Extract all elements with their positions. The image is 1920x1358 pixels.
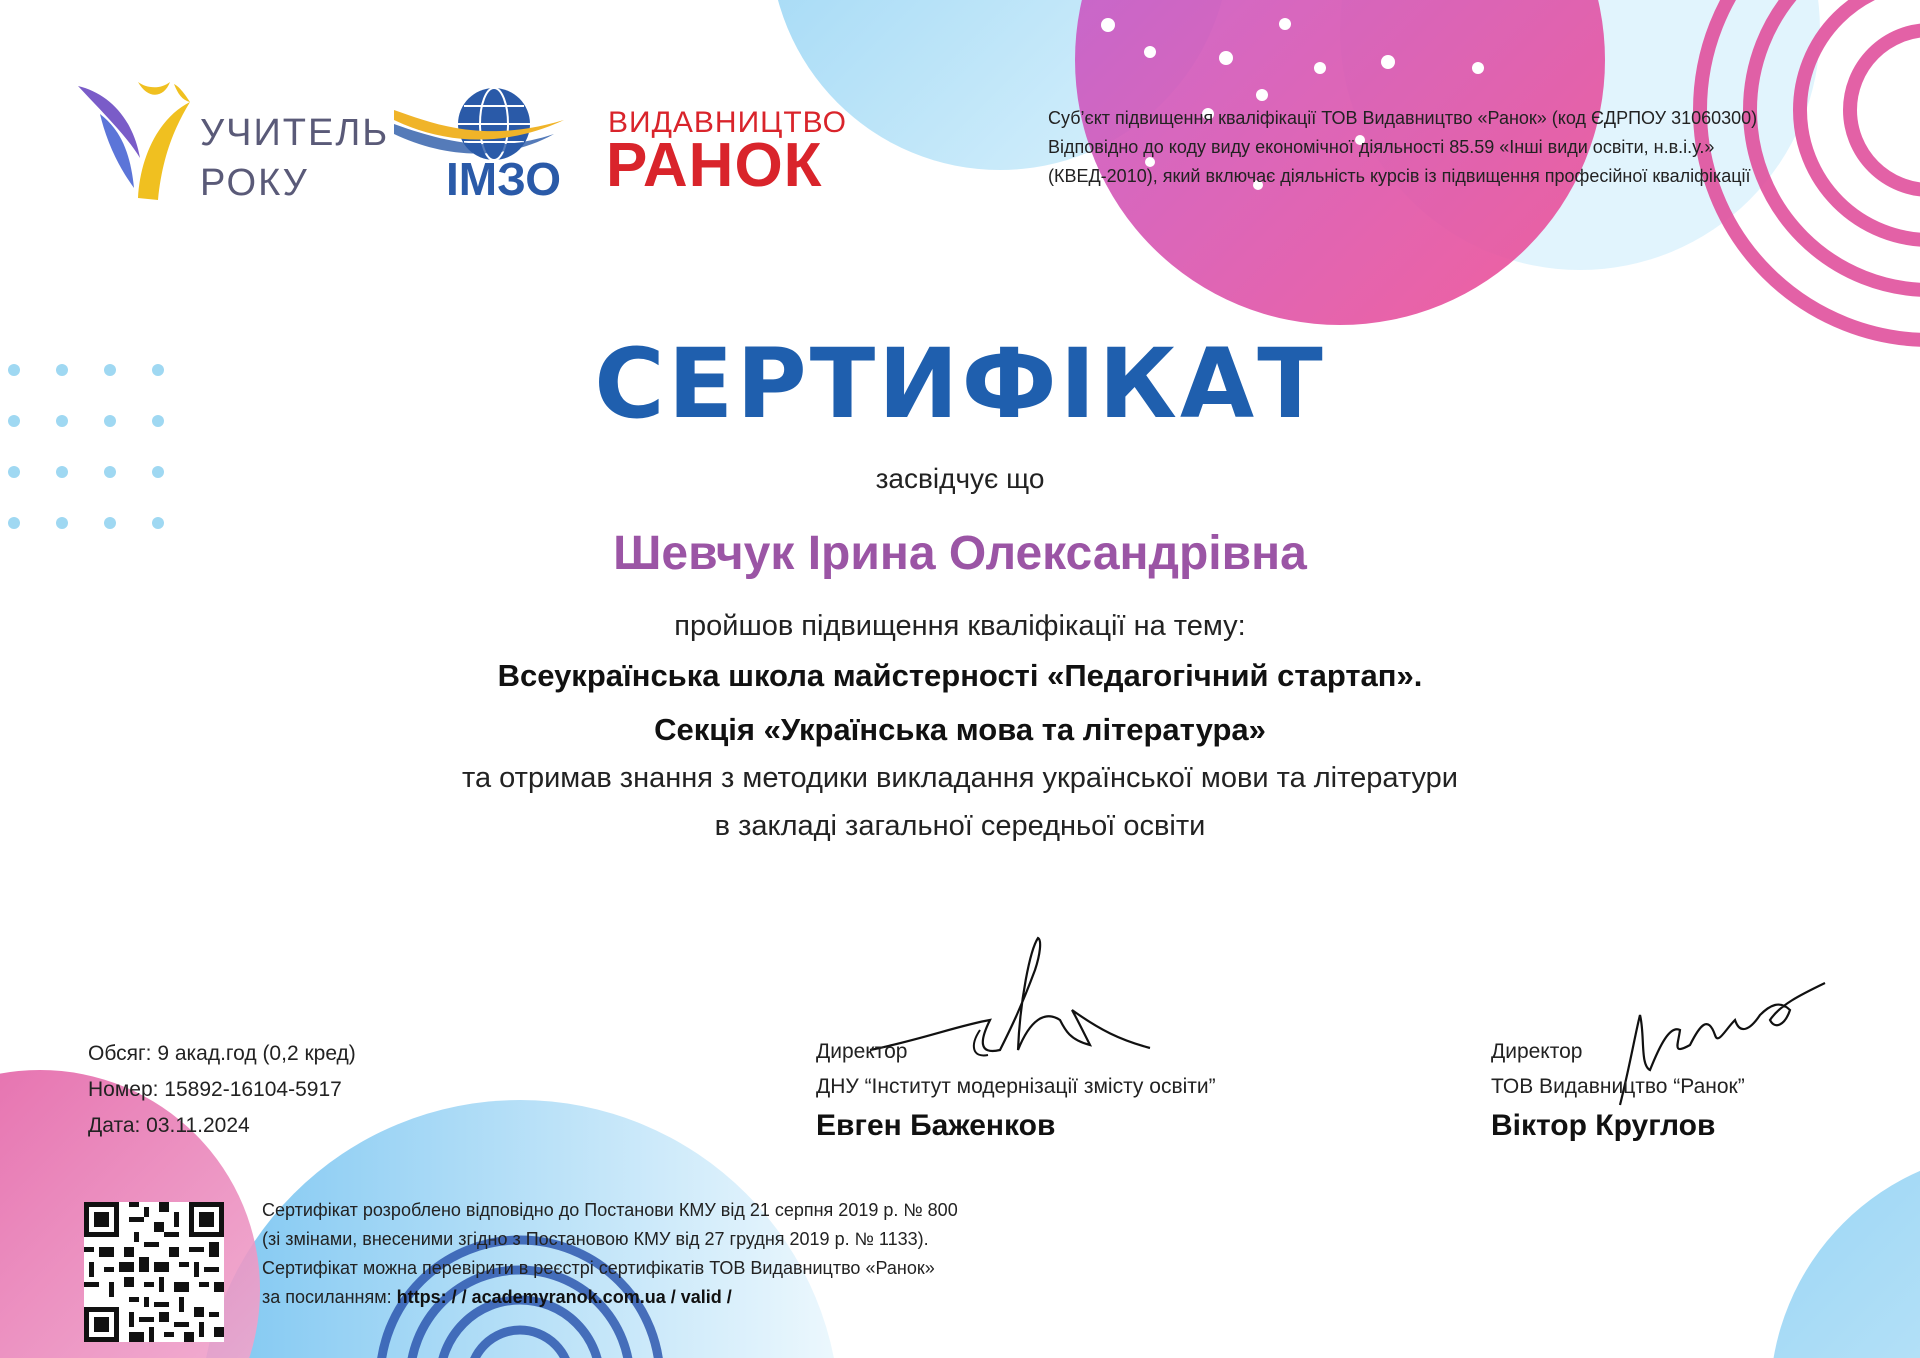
blue-blob-bottom-right xyxy=(1770,1150,1920,1358)
ranok-logo-top-text: ВИДАВНИЦТВО xyxy=(608,106,848,139)
certificate-title: СЕРТИФІКАТ xyxy=(594,328,1326,440)
signatory-position: Директор xyxy=(816,1040,908,1063)
legal-line-4 xyxy=(262,1283,1082,1312)
passed-text: пройшов підвищення кваліфікації на тему: xyxy=(674,610,1246,642)
qualification-subject-info xyxy=(1048,104,1868,191)
signatory-position: Директор xyxy=(1491,1040,1583,1063)
certifies-text: засвідчує що xyxy=(875,463,1045,494)
knowledge-line-2: в закладі загальної середньої освіти xyxy=(714,810,1206,842)
legal-info xyxy=(262,1196,1082,1312)
legal-line-1: Сертифікат розроблено відповідно до Постанови КМУ від 21 серпня 2019 р. № 800 xyxy=(262,1200,958,1220)
number-text: Номер: 15892-16104-5917 xyxy=(88,1078,342,1101)
certificate-details xyxy=(88,1036,356,1144)
legal-link-prefix: за посиланням: xyxy=(262,1287,392,1307)
legal-line-3: Сертифікат можна перевірити в реєстрі сертифікатів ТОВ Видавництво «Ранок» xyxy=(262,1258,935,1278)
subject-line-1: Суб’єкт підвищення кваліфікації ТОВ Видавництво «Ранок» (код ЄДРПОУ 31060300) xyxy=(1048,108,1758,128)
signatory-org: ТОВ Видавництво “Ранок” xyxy=(1491,1075,1745,1098)
subject-line-3: (КВЕД-2010), який включає діяльність курсів із підвищення професійної кваліфікації xyxy=(1048,166,1751,186)
volume-text: Обсяг: 9 акад.год (0,2 кред) xyxy=(88,1042,356,1065)
signature-block-ranok xyxy=(1491,1034,1745,1143)
topic-line-1: Всеукраїнська школа майстерності «Педагогічний стартап». xyxy=(497,658,1423,693)
logos-row xyxy=(78,78,848,208)
subject-line-2: Відповідно до коду виду економічної діяльності 85.59 «Інші види освіти, н.в.і.у.» xyxy=(1048,137,1715,157)
imzo-logo-text: ІМЗО xyxy=(446,153,562,205)
legal-line-2: (зі змінами, внесеними згідно з Постановою КМУ від 27 грудня 2019 р. № 1133). xyxy=(262,1229,929,1249)
recipient-name: Шевчук Ірина Олександрівна xyxy=(613,527,1307,580)
signature-block-imzo xyxy=(816,1034,1216,1143)
date-text: Дата: 03.11.2024 xyxy=(88,1114,250,1137)
signatory-name: Віктор Круглов xyxy=(1491,1109,1716,1142)
topic-line-2: Секція «Українська мова та література» xyxy=(654,712,1266,747)
validation-link[interactable]: https: / / academyranok.com.ua / valid / xyxy=(396,1287,732,1307)
signatory-org: ДНУ “Інститут модернізації змісту освіти” xyxy=(816,1075,1216,1098)
knowledge-line-1: та отримав знання з методики викладання української мови та літератури xyxy=(462,762,1458,794)
signatory-name: Евген Баженков xyxy=(816,1109,1056,1142)
ranok-logo-main-text: РАНОК xyxy=(606,131,823,200)
uchytel-roku-logo-text: УЧИТЕЛЬ РОКУ xyxy=(200,112,390,204)
qr-code-icon[interactable] xyxy=(84,1202,224,1342)
